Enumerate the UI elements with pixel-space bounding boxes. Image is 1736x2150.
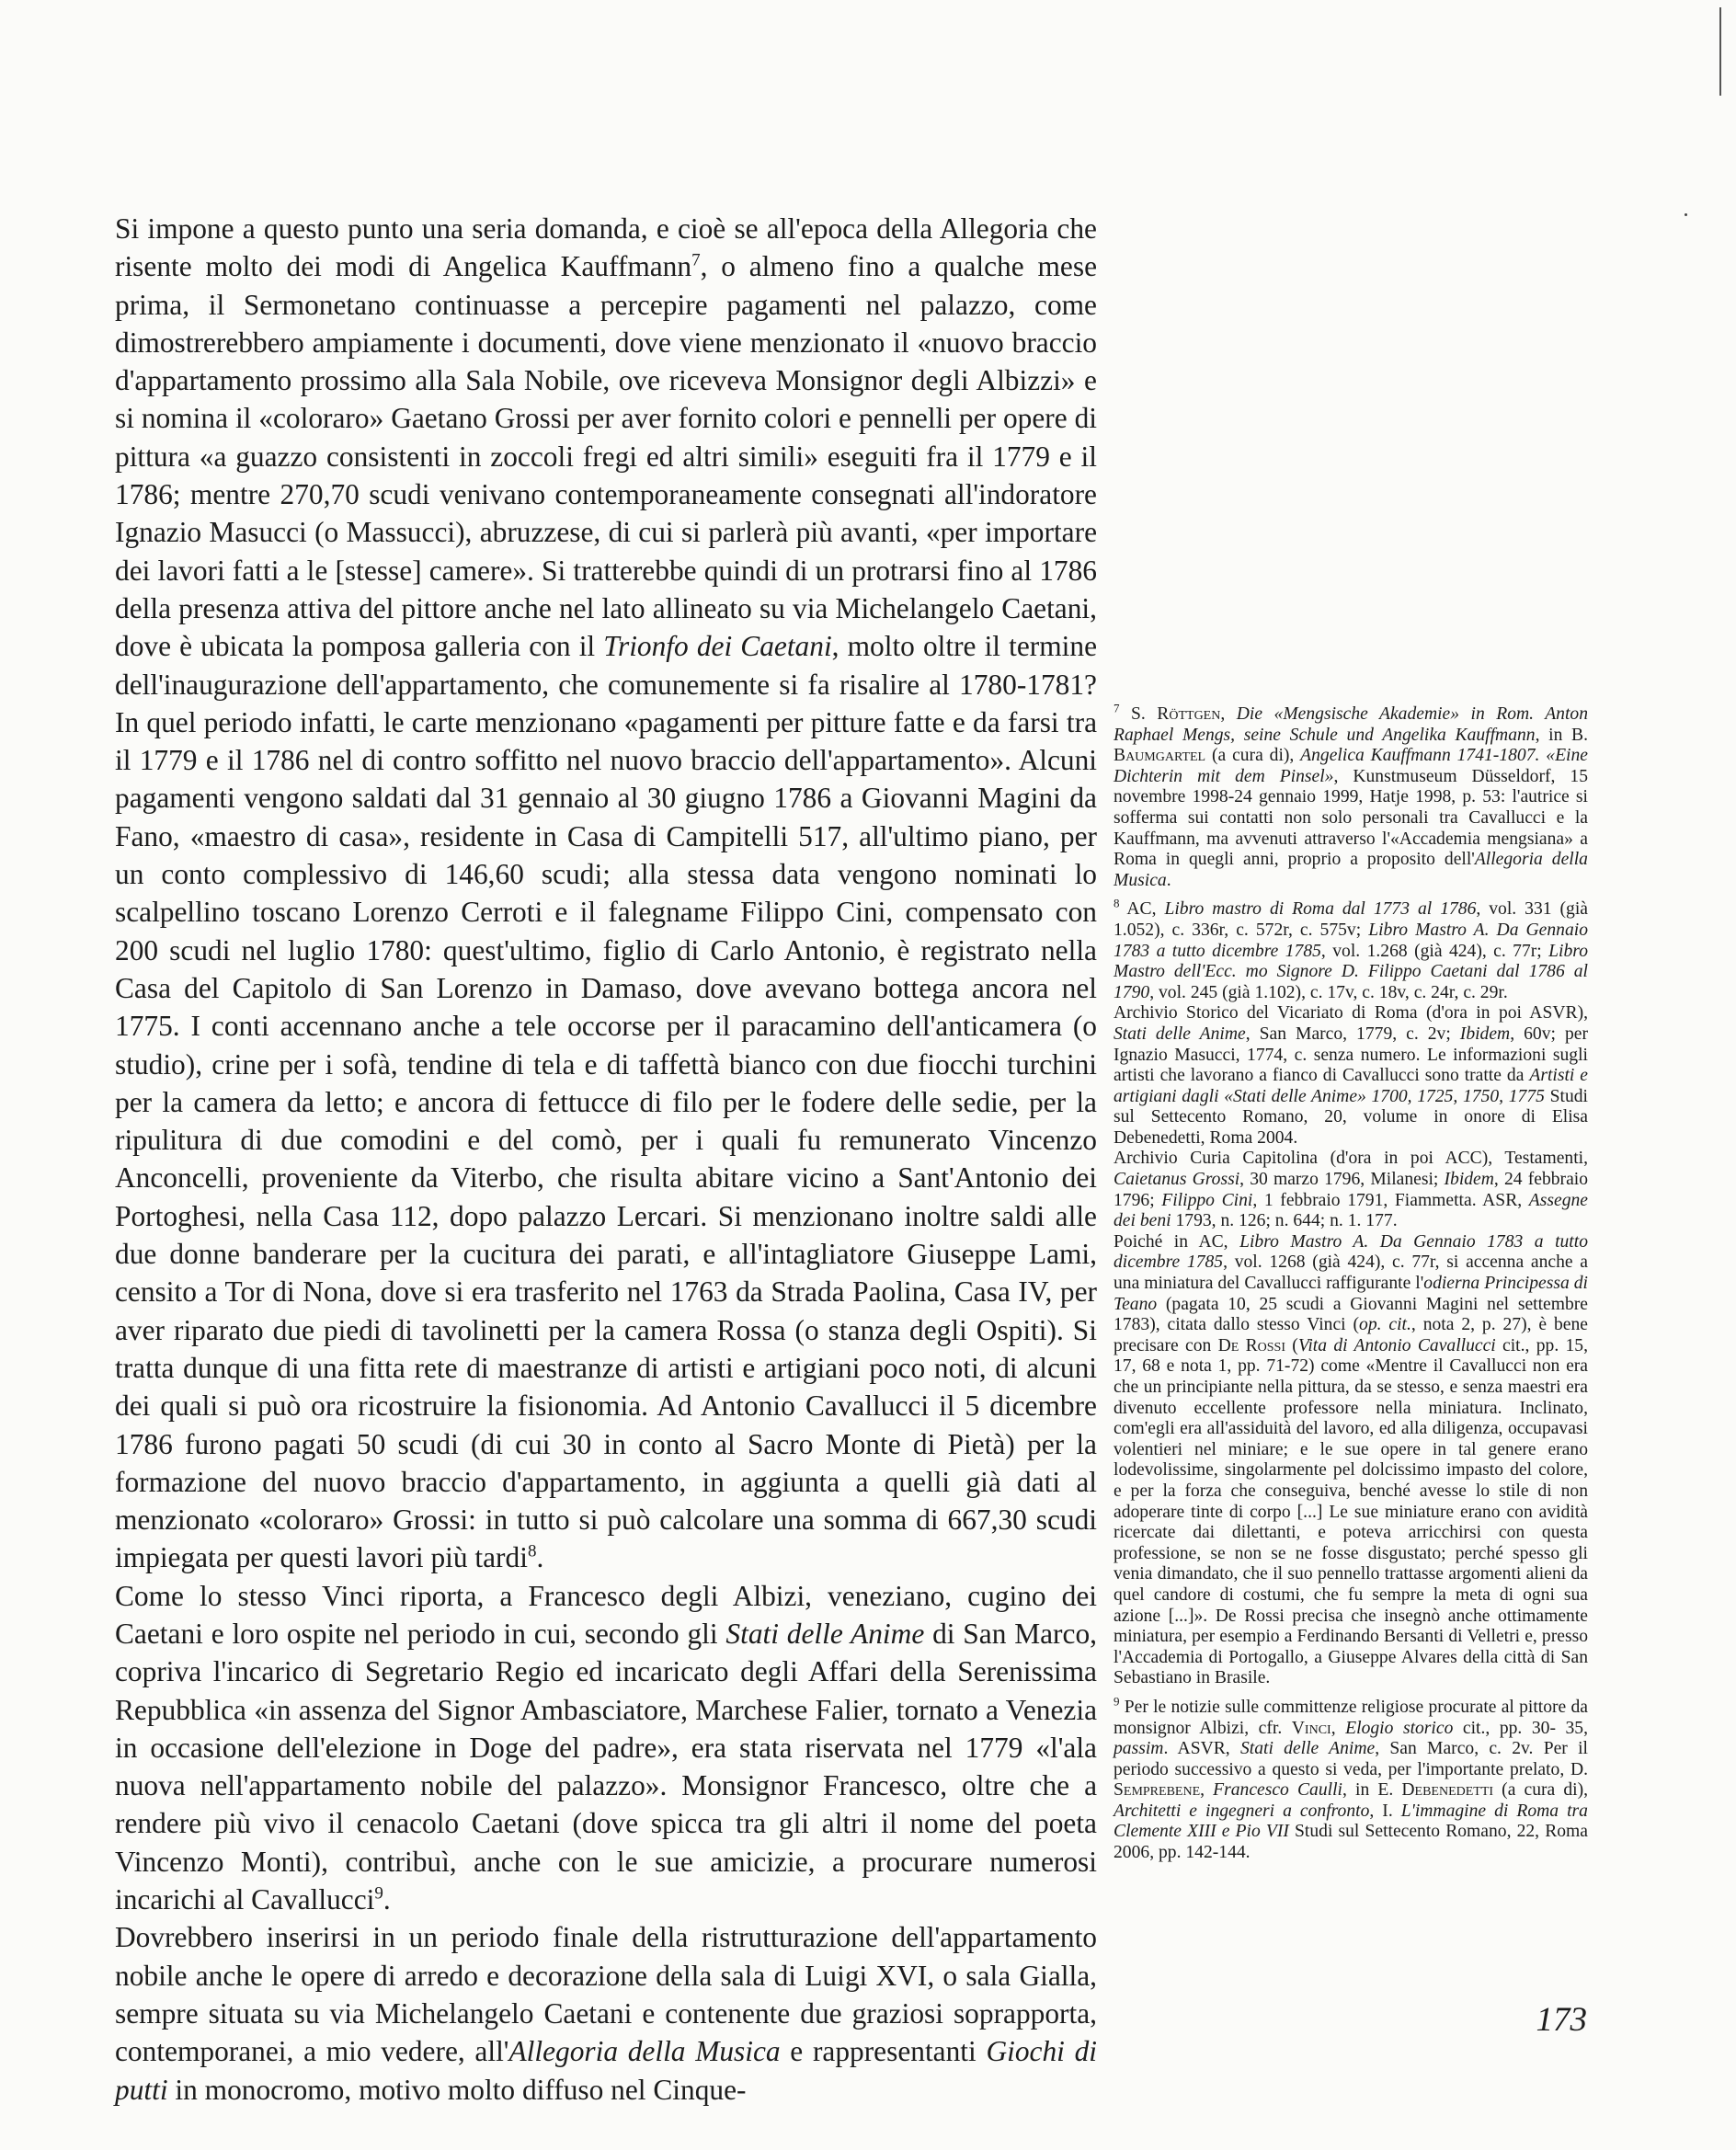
italic-text: Caietanus Grossi xyxy=(1114,1170,1240,1190)
text-run: Dovrebbero inserirsi in un periodo finale della ristrutturazione dell'appartamento nobile anche le opere di arredo e decorazione della sala di Luigi XVI, o sala Gialla, sempre situata su via Michelangelo Caetani e contenente due graziosi soprapporta, contemporanei, a mio vedere, all' xyxy=(115,1921,1097,2068)
text-run: . xyxy=(536,1541,544,1574)
italic-text: Ibidem xyxy=(1444,1170,1494,1190)
text-run: (pagata 10, 25 scudi a Giovanni Magini nel settembre 1783), citata dallo stesso Vinci ( xyxy=(1114,1294,1588,1335)
text-run: , 1 febbraio 1791, Fiammetta. ASR, xyxy=(1252,1190,1529,1210)
italic-text: Artisti e artigiani dagli «Stati delle Anime» 1700, 1725, 1750, 1775 xyxy=(1114,1066,1589,1106)
footnote xyxy=(1114,701,1589,891)
footnotes xyxy=(1114,701,1589,1872)
text-run: , 30 marzo 1796, Milanesi; xyxy=(1239,1170,1445,1190)
scan-edge-mark xyxy=(1719,7,1721,96)
text-run: , o almeno fino a qualche mese prima, il Sermonetano continuasse a percepire pagamenti nel palazzo, come dimostrerebbero ampiamente i documenti, dove viene menzionato il «nuovo braccio d'appartamento prossimo alla Sala Nobile, ove riceveva Monsignor degli Albizzi» e si nomina il «coloraro» Gaetano Grossi per aver fornito colori e pennelli per opere di pittura «a guazzo consistenti in zoccoli fregi ed altri simili» eseguiti fra il 1779 e il 1786; mentre 270,70 scudi venivano contemporaneamente consegnati all'indoratore Ignazio Masucci (o Massucci), abruzzese, di cui si parlerà più avanti, «per importare dei lavori fatti a le [stesse] camere». Si tratterebbe quindi di un protrarsi fino al 1786 della presenza attiva del pittore anche nel lato allineato su via Michelangelo Caetani, dove è ubicata la pomposa galleria con il xyxy=(115,250,1097,663)
italic-text: L'immagine di Roma tra Clemente XIII e Pio VII xyxy=(1114,1801,1588,1842)
text-run: . xyxy=(383,1883,391,1916)
text-run: di San Marco, copriva l'incarico di Segretario Regio ed incaricato degli Affari della Serenissima Repubblica «in assenza del Signor Ambasciatore, Marchese Falier, tornato a Venezia in occasione dell'elezione in Doge del padre», era stata riservata nel 1779 «l'ala nuova nell'appartamento nobile del palazzo». Monsignor Francesco, oltre che a rendere più vivo il cenacolo Caetani (dove spicca tra gli altri il nome del poeta Vincenzo Monti), contribuì, anche con le sue amicizie, a procurare numerosi incarichi al Cavallucci xyxy=(115,1617,1097,1916)
author-name: Debenedetti xyxy=(1401,1780,1494,1801)
text-run: , I. xyxy=(1369,1801,1401,1821)
text-run: cit., pp. 15, 17, 68 e nota 1, pp. 71-72) come «Mentre il Cavallucci non era che un principiante nella pittura, da se stesso, e senza maestri era divenuto eccellente professore nella miniatura. Inclinato, com'egli era all'assiduità del lavoro, ed alla diligenza, occupavasi volentieri nel miniare; e le sue opere in tal genere erano lodevolissime, singolarmente pel dolcissimo impasto del colore, e per la forza che conseguiva, benché avesse lo stile di non adoperare tinte di corpo [...] Le sue miniature erano con avidità ricercate dai dilettanti, e poteva arricchirsi con questa professione, se non se ne fosse disgustato; perché spesso gli venia dimandato, che il suo pennello trattasse argomenti alieni da quel candore di costumi, che fu sempre la meta di ogni sua azione [...]». De Rossi precisa che insegnò anche ottimamente miniatura, per esempio a Ferdinando Bersanti di Velletri e, presso l'Accademia di Portogallo, a Giuseppe Alvares della città di San Sebastiano in Brasile. xyxy=(1114,1335,1589,1688)
italic-text: Libro Mastro A. Da Gennaio 1783 a tutto dicembre 1785 xyxy=(1114,1231,1588,1273)
text-run: , in B. xyxy=(1535,725,1589,745)
text-run: , xyxy=(1220,704,1237,724)
text-run: Studi sul Settecento Romano, 22, Roma 2006, pp. 142-144. xyxy=(1114,1822,1588,1863)
text-run: , San Marco, 1779, c. 2v; xyxy=(1245,1024,1460,1044)
footnote xyxy=(1114,1694,1589,1864)
italic-text: passim xyxy=(1114,1739,1164,1759)
italic-text: Filippo Cini xyxy=(1161,1190,1253,1210)
italic-text: Architetti e ingegneri a confronto xyxy=(1114,1801,1370,1821)
italic-text: Allegoria della Musica xyxy=(508,2035,781,2068)
text-run: cit., pp. 30- 35, xyxy=(1453,1718,1589,1738)
text-run: AC, xyxy=(1119,899,1165,920)
body-paragraph xyxy=(115,210,1097,1577)
footnote xyxy=(1114,896,1589,1689)
italic-text: Giochi di putti xyxy=(115,2035,1098,2106)
text-run: , Kunstmuseum Düsseldorf, 15 novembre 1998-24 gennaio 1999, Hatje 1998, p. 53: l'autrice si sofferma sui contatti non solo personali tra Cavallucci e la Kauffmann, ma avvenuti attraverso l'«Accademia mengsiana» a Roma in quegli anni, proprio a proposito dell' xyxy=(1114,766,1588,870)
italic-text: op. cit. xyxy=(1359,1315,1411,1335)
text-run: , molto oltre il termine dell'inaugurazione dell'appartamento, che comunemente si fa risalire al 1780-1781? In quel periodo infatti, le carte menzionano «pagamenti per pitture fatte e da farsi tra il 1779 e il 1786 nel di contro soffitto nel nuovo braccio dell'appartamento». Alcuni pagamenti vengono saldati dal 31 gennaio al 30 giugno 1786 a Giovanni Magini da Fano, «maestro di casa», residente in Casa di Campitelli 517, all'ultimo piano, per un conto complessivo di 146,60 scudi; alla stessa data vengono nominati lo scalpellino toscano Lorenzo Cerroti e il falegname Filippo Cini, compensato con 200 scudi nel luglio 1780: quest'ultimo, figlio di Carlo Antonio, è registrato nella Casa del Capitolo di San Lorenzo in Damaso, dove avevano bottega ancora nel 1775. I conti accennano anche a tele occorse per il paracamino dell'anticamera (o studio), crine per i sofà, tendine di tela e di taffettà bianco con due fiocchi turchini per la camera da letto; e ancora di fettucce di filo per le fodere delle sedie, per la ripulitura di due comodini e del comò, per i quali fu remunerato Vincenzo Anconcelli, proveniente da Viterbo, che risulta abitare vicino a Sant'Antonio dei Portoghesi, nella Casa 112, dopo palazzo Lercari. Si menzionano inoltre saldi alle due donne banderare per la cucitura dei parati, e all'intagliatore Giuseppe Lami, censito a Tor di Nona, dove si era trasferito nel 1763 da Strada Paolina, Casa IV, per aver riparato due piedi di tavolinetti per la camera Rossa (o stanza degli Ospiti). Si tratta dunque di una fitta rete di maestranze di artisti e artigiani poco noti, di alcuni dei quali si può ora ricostruire la fisionomia. Ad Antonio Cavallucci il 5 dicembre 1786 furono pagati 50 scudi (di cui 30 in conto al Sacro Monte di Pietà) per la formazione del nuovo braccio d'appartamento, in aggiunta a quelli già dati al menzionato «coloraro» Grossi: in tutto si può calcolare una somma di 667,30 scudi impiegata per questi lavori più tardi xyxy=(115,630,1097,1574)
italic-text: Allegoria della Musica xyxy=(1114,850,1588,890)
footnote-ref: 9 xyxy=(1114,1694,1120,1709)
text-run: , nota 2, p. 27), è bene precisare con xyxy=(1114,1315,1588,1355)
text-run: Per le notizie sulle committenze religiose procurate al pittore da monsignor Albizi, cfr. xyxy=(1114,1697,1588,1738)
page-number: 173 xyxy=(1536,2001,1587,2039)
text-run: . xyxy=(1166,870,1171,890)
author-name: Vinci xyxy=(1291,1718,1331,1738)
italic-text: Trionfo dei Caetani xyxy=(603,630,832,663)
italic-text: Libro Mastro dell'Ecc. mo Signore D. Filippo Caetani dal 1786 al 1790 xyxy=(1114,941,1588,1002)
footnote-ref: 8 xyxy=(1114,896,1120,910)
footnote-ref: 8 xyxy=(527,1541,537,1561)
author-name: Baumgartel xyxy=(1114,746,1206,766)
text-run: (a cura di), xyxy=(1205,746,1301,766)
text-run: , xyxy=(1200,1780,1214,1801)
footnote-ref: 9 xyxy=(374,1883,383,1904)
text-run: in monocromo, motivo molto diffuso nel Cinque- xyxy=(167,2073,747,2106)
author-name: De Rossi xyxy=(1217,1335,1286,1355)
text-run: Poiché in AC, xyxy=(1114,1231,1240,1252)
footnote-ref: 7 xyxy=(691,250,701,270)
text-run: ( xyxy=(1285,1335,1298,1355)
italic-text: Assegne dei beni xyxy=(1114,1190,1589,1231)
text-run xyxy=(1120,704,1132,724)
italic-text: Vita di Antonio Cavallucci xyxy=(1297,1335,1496,1355)
text-run: . ASVR, xyxy=(1163,1739,1240,1759)
italic-text: Stati delle Anime xyxy=(1114,1024,1246,1044)
text-run: Si impone a questo punto una seria domanda, e cioè se all'epoca della Allegoria che risente molto dei modi di Angelica Kauffmann xyxy=(115,212,1097,283)
text-run: , San Marco, c. 2v. Per il periodo successivo a questo si veda, per l'importante prelato, D. xyxy=(1114,1739,1588,1779)
text-run: , xyxy=(1331,1718,1346,1738)
text-run: , 24 febbraio 1796; xyxy=(1114,1170,1589,1210)
text-run: , vol. 245 (già 1.102), c. 17v, c. 18v, c. 24r, c. 29r. xyxy=(1149,982,1508,1002)
footnote-ref: 7 xyxy=(1114,701,1120,715)
italic-text: Stati delle Anime xyxy=(1239,1739,1376,1759)
italic-text: Ibidem xyxy=(1459,1024,1511,1044)
text-run: , in E. xyxy=(1342,1780,1402,1801)
italic-text: Angelica Kauffmann 1741-1807. «Eine Dichterin mit dem Pinsel» xyxy=(1114,746,1588,786)
author-name: Semprebene xyxy=(1114,1780,1201,1801)
body-paragraph xyxy=(115,1577,1097,1919)
text-run: , vol. 331 (già 1.052), c. 336r, c. 572r, c. 575v; xyxy=(1114,899,1588,940)
text-run: , vol. 1268 (già 424), c. 77r, si accenna anche a una miniatura del Cavallucci raffigurante l' xyxy=(1114,1252,1588,1294)
italic-text: Francesco Caulli xyxy=(1213,1780,1342,1801)
italic-text: Die «Mengsische Akademie» in Rom. Anton Raphael Mengs, seine Schule und Angelika Kauffmann xyxy=(1114,704,1589,745)
text-run: Archivio Curia Capitolina (d'ora in poi ACC), Testamenti, xyxy=(1114,1149,1588,1169)
body-paragraph xyxy=(115,1918,1097,2108)
text-run: , vol. 1.268 (già 424), c. 77r; xyxy=(1320,941,1549,961)
text-run: Archivio Storico del Vicariato di Roma (d'ora in poi ASVR), xyxy=(1114,1003,1588,1024)
text-run: , 60v; per Ignazio Masucci, 1774, c. senza numero. Le informazioni sugli artisti che lavorano a fianco di Cavallucci sono tratte da xyxy=(1114,1024,1588,1086)
author-name: S. Röttgen xyxy=(1131,704,1221,724)
italic-text: odierna Principessa di Teano xyxy=(1114,1274,1589,1314)
text-run: e rappresentanti xyxy=(780,2035,987,2068)
italic-text: Elogio storico xyxy=(1345,1718,1454,1738)
text-run: Studi sul Settecento Romano, 20, volume in onore di Elisa Debenedetti, Roma 2004. xyxy=(1114,1086,1588,1148)
scan-speck xyxy=(1685,213,1687,216)
italic-text: Libro Mastro A. Da Gennaio 1783 a tutto dicembre 1785 xyxy=(1114,920,1588,961)
text-run: Come lo stesso Vinci riporta, a Francesco degli Albizi, veneziano, cugino dei Caetani e loro ospite nel periodo in cui, secondo gli xyxy=(115,1579,1097,1650)
text-run: (a cura di), xyxy=(1493,1780,1589,1801)
text-run: 1793, n. 126; n. 644; n. 1. 177. xyxy=(1171,1211,1398,1231)
italic-text: Stati delle Anime xyxy=(725,1617,925,1650)
main-text xyxy=(115,210,1097,2109)
italic-text: Libro mastro di Roma dal 1773 al 1786 xyxy=(1164,899,1477,920)
